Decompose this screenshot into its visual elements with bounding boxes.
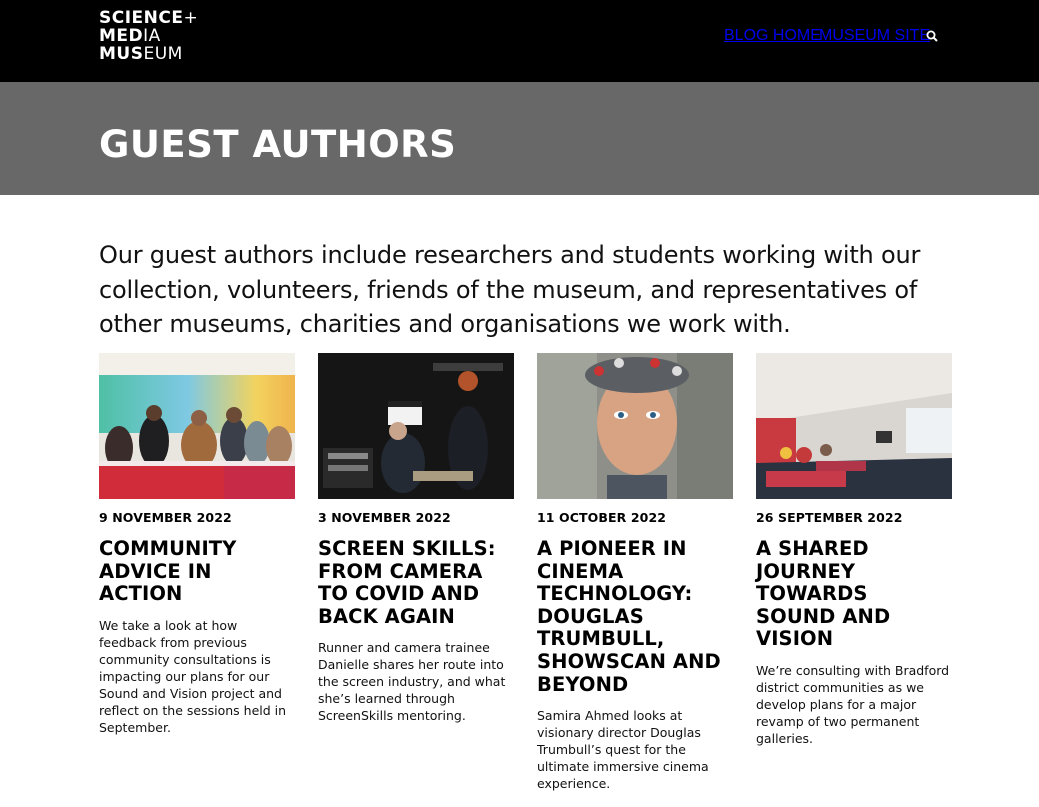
post-thumbnail-image[interactable] [537, 353, 733, 499]
post-title[interactable]: COMMUNITY ADVICE IN ACTION [99, 537, 237, 606]
post-title[interactable]: SCREEN SKILLS: FROM CAMERA TO COVID AND BACK AGAIN [318, 537, 496, 628]
post-card[interactable] [318, 353, 514, 724]
post-card[interactable] [99, 353, 295, 736]
post-summary: Runner and camera trainee Danielle shares her route into the screen industry, and what she’s learned through ScreenSkills mentoring. [318, 640, 506, 724]
post-card[interactable] [756, 353, 952, 747]
site-logo[interactable] [99, 9, 198, 63]
logo-text: MED [99, 26, 144, 46]
intro-text: Our guest authors include researchers and students working with our collection, volunteers, friends of the museum, and representatives of other museums, charities and organisations we work with. [99, 241, 921, 338]
post-summary: We take a look at how feedback from previous community consultations is impacting our plans for our Sound and Vision project and reflect on the sessions held in September. [99, 617, 287, 735]
post-card[interactable] [537, 353, 733, 792]
nav-museum-site[interactable]: MUSEUM SITE [819, 27, 931, 44]
post-title[interactable]: A SHARED JOURNEY TOWARDS SOUND AND VISION [756, 537, 891, 651]
logo-text: EUM [143, 44, 183, 64]
post-thumbnail-image[interactable] [756, 353, 952, 499]
post-summary: Samira Ahmed looks at visionary director Douglas Trumbull’s quest for the ultimate immersive cinema experience. [537, 708, 709, 792]
post-date: 9 NOVEMBER 2022 [99, 510, 232, 525]
nav-blog-home[interactable]: BLOG HOME [724, 27, 821, 44]
post-thumbnail-image[interactable] [99, 353, 295, 499]
page-title: GUEST AUTHORS [99, 123, 457, 166]
search-icon[interactable] [926, 30, 938, 42]
logo-text: SCIENCE [99, 8, 184, 28]
logo-text: + [183, 8, 199, 28]
logo-text: IA [143, 26, 161, 46]
post-date: 11 OCTOBER 2022 [537, 510, 667, 525]
logo-text: MUS [99, 44, 144, 64]
post-thumbnail-image[interactable] [318, 353, 514, 499]
post-title[interactable]: A PIONEER IN CINEMA TECHNOLOGY: DOUGLAS TRUMBULL, SHOWSCAN AND BEYOND [537, 537, 721, 696]
post-summary: We’re consulting with Bradford district communities as we develop plans for a major revamp of two permanent galleries. [756, 662, 950, 746]
post-date: 3 NOVEMBER 2022 [318, 510, 451, 525]
post-date: 26 SEPTEMBER 2022 [756, 510, 903, 525]
site-header [0, 0, 1039, 82]
